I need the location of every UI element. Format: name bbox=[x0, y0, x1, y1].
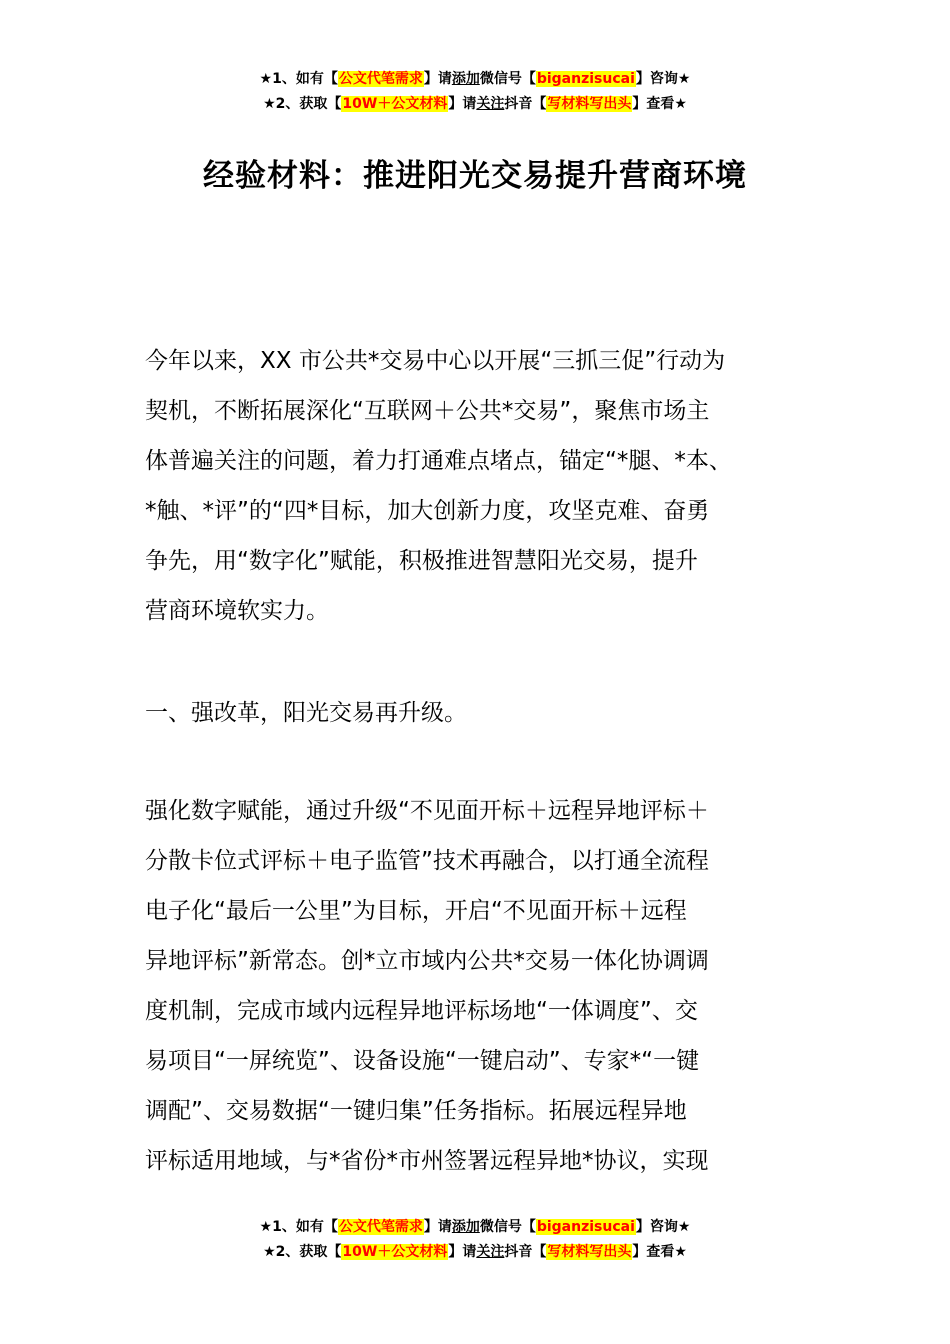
banner-highlight: 写材料写出头 bbox=[547, 1244, 632, 1260]
text-line: 一、强改革，阳光交易再升级。 bbox=[145, 700, 467, 726]
banner-text: 】请 bbox=[423, 71, 452, 87]
text-line: 营商环境软实力。 bbox=[145, 598, 329, 624]
banner-text: 】请 bbox=[448, 96, 477, 112]
text-line: 强化数字赋能，通过升级“不见面开标＋远程异地评标＋ bbox=[145, 798, 709, 824]
document-title: 经验材料：推进阳光交易提升营商环境 bbox=[203, 158, 747, 194]
banner-highlight: 公文代笔需求 bbox=[338, 1219, 423, 1235]
banner-text: 微信号【 bbox=[479, 71, 536, 87]
text-line: *触、*评”的“四*目标，加大创新力度，攻坚克难、奋勇 bbox=[145, 498, 710, 524]
header-banner bbox=[0, 67, 950, 117]
banner-text: 微信号【 bbox=[479, 1219, 536, 1235]
banner-highlight: 10W＋公文材料 bbox=[342, 1244, 448, 1260]
text-line: 评标适用地域，与*省份*市州签署远程异地*协议，实现 bbox=[145, 1148, 709, 1174]
banner-highlight: 10W＋公文材料 bbox=[342, 96, 448, 112]
text-line: 易项目“一屏统览”、设备设施“一键启动”、专家*“一键 bbox=[145, 1048, 700, 1074]
text-line: 异地评标”新常态。创*立市域内公共*交易一体化协调调 bbox=[145, 948, 709, 974]
banner-text: 】咨询★ bbox=[635, 1219, 691, 1235]
section-heading bbox=[145, 688, 810, 738]
banner-text: 】咨询★ bbox=[635, 71, 691, 87]
banner-text: 】请 bbox=[448, 1244, 477, 1260]
banner-text: ★1、如有【 bbox=[259, 71, 338, 87]
banner-text: 】请 bbox=[423, 1219, 452, 1235]
text-line: 分散卡位式评标＋电子监管”技术再融合，以打通全流程 bbox=[145, 848, 709, 874]
banner-underline: 添加 bbox=[451, 71, 480, 87]
text-line: 度机制，完成市域内远程异地评标场地“一体调度”、交 bbox=[145, 998, 698, 1024]
banner-text: ★1、如有【 bbox=[259, 1219, 338, 1235]
banner-highlight: biganzisucai bbox=[536, 1219, 635, 1235]
banner-text: 】查看★ bbox=[632, 96, 687, 112]
banner-text: ★2、获取【 bbox=[263, 1244, 342, 1260]
banner-text: ★2、获取【 bbox=[263, 96, 342, 112]
text-line: 体普遍关注的问题，着力打通难点堵点，锚定“*腿、*本、 bbox=[145, 448, 732, 474]
banner-line-1 bbox=[0, 1215, 950, 1240]
text-line: 今年以来，XX 市公共*交易中心以开展“三抓三促”行动为 bbox=[145, 348, 726, 374]
banner-text: 抖音【 bbox=[504, 1244, 547, 1260]
banner-text: 】查看★ bbox=[632, 1244, 687, 1260]
banner-line-2 bbox=[0, 92, 950, 117]
banner-underline: 添加 bbox=[451, 1219, 480, 1235]
footer-banner bbox=[0, 1215, 950, 1265]
text-line: 争先，用“数字化”赋能，积极推进智慧阳光交易，提升 bbox=[145, 548, 698, 574]
banner-line-1 bbox=[0, 67, 950, 92]
text-line: 契机，不断拓展深化“互联网＋公共*交易”，聚焦市场主 bbox=[145, 398, 710, 424]
banner-highlight: 写材料写出头 bbox=[547, 96, 632, 112]
banner-text: 抖音【 bbox=[504, 96, 547, 112]
text-line: 调配”、交易数据“一键归集”任务指标。拓展远程异地 bbox=[145, 1098, 687, 1124]
paragraph-intro bbox=[145, 336, 810, 636]
banner-line-2 bbox=[0, 1240, 950, 1265]
text-line: 电子化“最后一公里”为目标，开启“不见面开标＋远程 bbox=[145, 898, 687, 924]
banner-highlight: biganzisucai bbox=[536, 71, 635, 87]
banner-highlight: 公文代笔需求 bbox=[338, 71, 423, 87]
paragraph-section-1 bbox=[145, 786, 810, 1186]
banner-underline: 关注 bbox=[476, 1244, 505, 1260]
banner-underline: 关注 bbox=[476, 96, 505, 112]
